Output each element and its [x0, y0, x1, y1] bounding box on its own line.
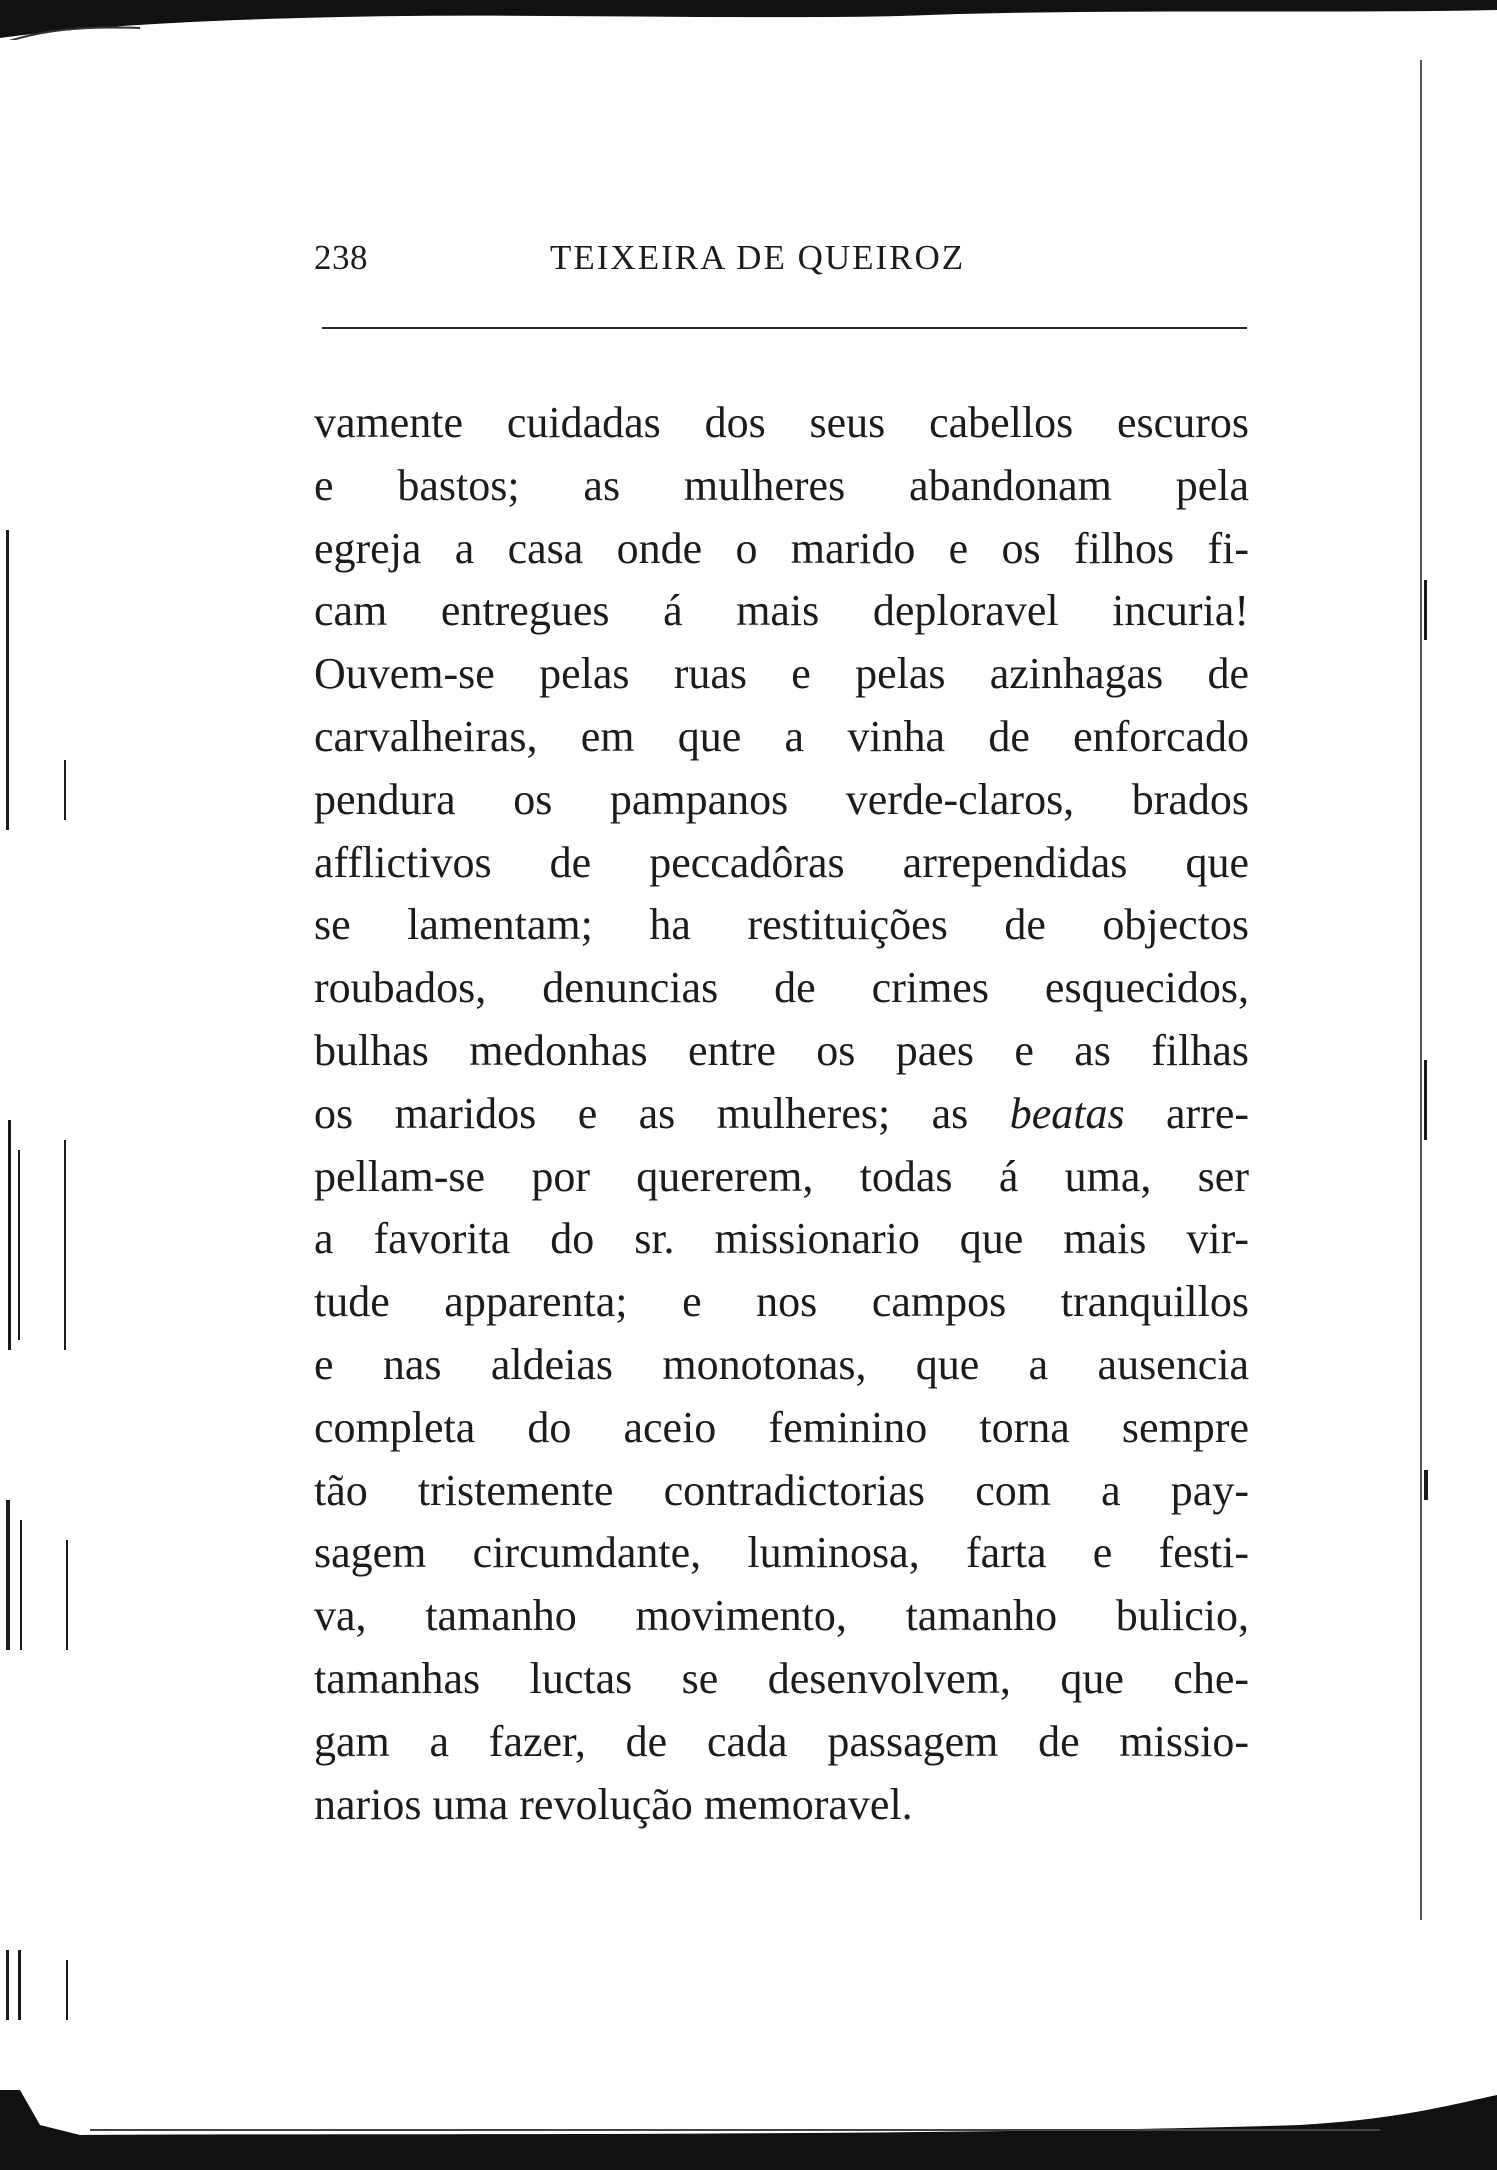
text-line: a favorita do sr. missionario que mais vir-	[314, 1214, 1249, 1264]
text-line: roubados, denuncias de crimes esquecidos,	[314, 963, 1249, 1013]
text-line: se lamentam; ha restituições de objectos	[314, 900, 1249, 950]
text-line: carvalheiras, em que a vinha de enforcado	[314, 711, 1249, 761]
text-segment: os maridos e as mulheres; as	[314, 1088, 1010, 1138]
body-text	[314, 392, 1249, 1836]
text-line: sagem circumdante, luminosa, farta e festi-	[314, 1528, 1249, 1578]
text-line: completa do aceio feminino torna sempre	[314, 1402, 1249, 1452]
text-line: egreja a casa onde o marido e os filhos fi-	[314, 523, 1249, 573]
running-title: TEIXEIRA DE QUEIROZ	[550, 238, 966, 277]
header-rule	[322, 327, 1247, 329]
text-line: tão tristemente contradictorias com a pay-	[314, 1465, 1249, 1515]
text-line: tamanhas luctas se desenvolvem, que che-	[314, 1653, 1249, 1703]
text-line-with-italic	[314, 1083, 1249, 1146]
text-line: narios uma revolução memoravel.	[314, 1779, 913, 1829]
page-number: 238	[314, 238, 368, 277]
scan-top-edge	[0, 0, 1497, 40]
text-line: e bastos; as mulheres abandonam pela	[314, 460, 1249, 510]
text-line: Ouvem-se pelas ruas e pelas azinhagas de	[314, 649, 1249, 699]
text-line: va, tamanho movimento, tamanho bulicio,	[314, 1591, 1249, 1641]
text-line: pendura os pampanos verde-claros, brados	[314, 774, 1249, 824]
text-line: gam a fazer, de cada passagem de missio-	[314, 1716, 1249, 1766]
text-line: vamente cuidadas dos seus cabellos escuros	[314, 398, 1249, 447]
text-line: bulhas medonhas entre os paes e as filhas	[314, 1025, 1249, 1075]
scan-bottom-edge	[0, 2045, 1497, 2170]
text-line: cam entregues á mais deploravel incuria!	[314, 586, 1249, 636]
text-segment: arre-	[1124, 1088, 1250, 1138]
text-line: afflictivos de peccadôras arrependidas que	[314, 837, 1249, 887]
text-line: e nas aldeias monotonas, que a ausencia	[314, 1339, 1249, 1389]
italic-word: beatas	[1009, 1088, 1125, 1138]
running-head	[314, 238, 1249, 288]
text-line: tude apparenta; e nos campos tranquillos	[314, 1277, 1249, 1327]
text-line: pellam-se por quererem, todas á uma, ser	[314, 1151, 1249, 1201]
